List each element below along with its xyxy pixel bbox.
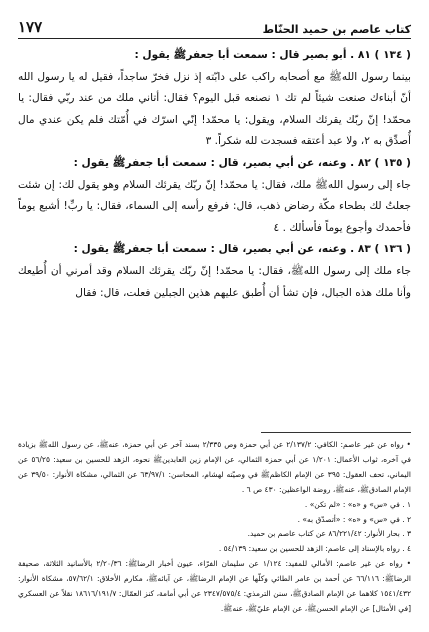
hadith-136-text: جاء ملك إلى رسول اللهﷺ، فقال: يا محمّد! إنّ ربّك يقرئك السلام وقد أمرني أن أُطيعك وأنا ملك هذه الجبال، فإن تشأ أن أُطبق عليهم هذين الجبلين فعلت، قال: فقال	[18, 264, 411, 299]
header-divider	[18, 38, 411, 39]
hadith-134-text: بينما رسول اللهﷺ مع أصحابه راكب على دابّته إذ نزل فخرّ ساجداً، فقيل له يا رسول الله أنّ أبناءك صنعت شيئاً لم تك ١ نصنعه قبل اليوم؟ فقال: أتاني ملك من عند ربّي فقال: يا محمّد! إنّ ربّك يقرئك السلام، ويقول: يا محمّد! إنّي اسرّك في أُمّتك فلم يكن عندي مال أُصدِّق به ٢، ولا عبد أعتقه فسجدت لله شكراً. ٣	[18, 70, 411, 148]
footnote-2: ٢ . في «س» و «ه» : «أتصدّق به» .	[297, 514, 411, 524]
hadith-135-text: جاء إلى رسول اللهﷺ ملك، فقال: يا محمّد! إنّ ربّك يقرئك السلام وهو يقول لك: إن شئت جعلتُ لك بطحاء مكّة رضاض ذهب، قال: فرفع رأسه إلى السماء، فقال: يا ربِّ! أشبع يوماً فأحمدك وأجوع يوماً فأسألك . ٤	[18, 178, 411, 234]
footnote-1: ١ . في «س» و «ه» : «لم تكن» .	[304, 499, 411, 509]
hadith-134-heading: ( ١٣٤ ) ٨١ . أبو بصير قال : سمعت أبا جعفرﷺ يقول :	[134, 49, 411, 61]
footnotes	[18, 438, 411, 617]
footnote-4: ٤ . رواه بالإسناد إلى عاصم: الزهد للحسين بن سعيد: ٥٤/١٣٩ .	[218, 544, 411, 554]
running-title: كتاب عاصم بن حميد الحنّاط	[262, 23, 411, 36]
page-header	[18, 14, 411, 36]
page-number: ١٧٧	[18, 18, 43, 36]
footnote-3: ٣ . بحار الأنوار: ٨٦/٢٢١/٤٢ عن كتاب عاصم بن حميد.	[247, 529, 411, 539]
hadith-135-heading: ( ١٣٥ ) ٨٢ . وعنه، عن أبي بصير، قال : سمعت أبا جعفرﷺ يقول :	[73, 156, 411, 169]
footnote-source-2: • رواه عن غير عاصم: الأمالي للمفيد: ١/١٢٤ عن سليمان الفرّاء، عيون أخبار الرضاﷺ: ٢/٢٠/٣٦ بالأسانيد الثلاثة، صحيفة الرضاﷺ: ٦٦/١١٦ عن أحمد بن عامر الطائي وكلّها عن الإمام الرضاﷺ، عن آبائهﷺ، مكارم الأخلاق: ٥٧/٦٢/١، مشكاة الأنوار: ١٥٤١/٤٣٢ كلاهما عن الإمام الصادقﷺ، سنن الترمذي: ٢٣٤٧/٥٧٥/٤ عن أبي أمامة، كنز العمّال: ١٨٦١٦/١٩١/٧ نقلاً عن العسكري [في الأمثال] عن الإمام الحسنﷺ، عن الإمام عليّﷺ، عنهﷺ.	[18, 559, 412, 613]
footnote-divider	[261, 432, 411, 433]
main-text	[18, 45, 411, 304]
hadith-136-heading: ( ١٣٦ ) ٨٣ . وعنه، عن أبي بصير، قال : سمعت أبا جعفرﷺ يقول :	[73, 243, 411, 256]
footnote-source-1: • رواه عن غير عاصم: الكافي: ٢/١٣٧/٢ عن أبي حمزة وص ٢/٣٣٥ بسند آخر عن أبي حمزة، عنهﷺ، عن رسول اللهﷺ بزيادة في آخره، ثواب الأعمال: ١/٢٠١ عن أبي حمزة الثمالي، عن الإمام زين العابدينﷺ نحوه، الزهد للحسين بن سعيد: ٥٦/٢٥ عن اليماني، تحف العقول: ٣٩٥ عن الإمام الكاظمﷺ في وصيّته لهشام، المحاسن: ٦٣/٩٧/١ عن الثمالي، مشكاة الأنوار: ٣٩/٥٠ عن الإمام الصادقﷺ، عنهﷺ، روضة الواعظين: ٤٣٠ ص ٦ .	[18, 440, 412, 494]
